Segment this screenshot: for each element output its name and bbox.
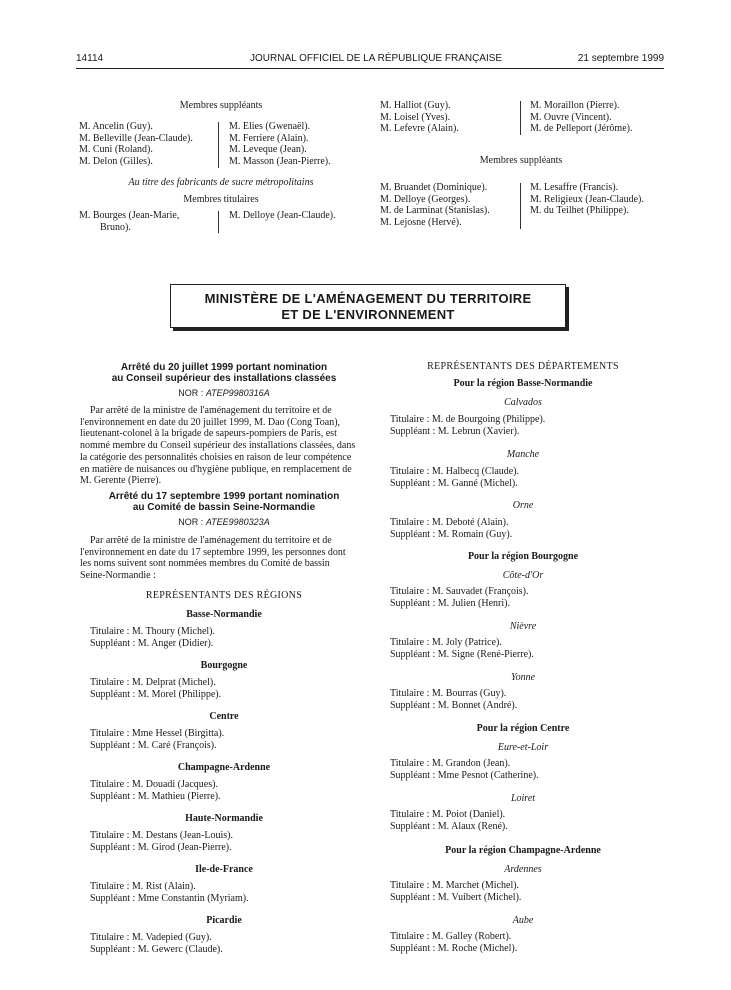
column-divider [520, 183, 521, 229]
arrete-2-nor [80, 517, 368, 527]
departement-name: Eure-et-Loir [497, 742, 549, 753]
member-name: M. Moraillon (Pierre). [530, 100, 620, 111]
paragraph-line: les noms suivent sont nommées membres du Comité de bassin [80, 558, 330, 570]
column-divider [218, 211, 219, 233]
paragraph-line: l'environnement en date du 17 septembre 1999, les personnes dont [80, 546, 346, 558]
member-name: M. Ancelin (Guy). [79, 121, 153, 132]
arrete-title-line: Arrêté du 20 juillet 1999 portant nomination [120, 362, 328, 373]
region-name: Bourgogne [200, 660, 248, 671]
titulaire-entry: Titulaire : M. Deboté (Alain). [390, 517, 509, 528]
suppleant-entry: Suppléant : M. Vuibert (Michel). [390, 892, 522, 903]
titulaire-entry: Titulaire : M. Poiot (Daniel). [390, 809, 506, 820]
member-name: M. Delloye (Georges). [380, 193, 471, 205]
departement-name: Aube [512, 915, 534, 926]
journal-title: JOURNAL OFFICIEL DE LA RÉPUBLIQUE FRANÇAISE [250, 53, 503, 64]
suppleants-right-col-2 [530, 182, 644, 217]
region-group-heading: Pour la région Centre [476, 723, 570, 734]
region-name: Picardie [206, 915, 242, 926]
member-name: M. du Teilhet (Philippe). [530, 205, 629, 217]
suppleants-heading-right: Membres suppléants [479, 155, 563, 166]
arrete-title-line: Arrêté du 17 septembre 1999 portant nomination [108, 491, 340, 502]
member-name: M. Delloye (Jean-Claude). [229, 210, 336, 221]
member-name: M. Lejosne (Hervé). [380, 216, 462, 228]
titulaires-left-col-1 [79, 210, 179, 233]
member-name: M. Lefevre (Alain). [380, 123, 459, 135]
departement-name: Ardennes [504, 864, 542, 875]
suppleant-entry: Suppléant : M. Julien (Henri). [390, 598, 510, 609]
titulaire-entry: Titulaire : M. Thoury (Michel). [90, 626, 215, 637]
nor-code: ATEE9980323A [205, 517, 270, 527]
departement-name: Calvados [504, 397, 542, 408]
titulaire-entry: Titulaire : M. Delprat (Michel). [90, 677, 216, 688]
paragraph-line: Seine-Normandie : [80, 570, 156, 582]
paragraph-line: Par arrêté de la ministre de l'aménagement du territoire et de [90, 535, 332, 546]
regions-heading: REPRÉSENTANTS DES RÉGIONS [145, 590, 303, 601]
suppleant-entry: Suppléant : M. Morel (Philippe). [90, 689, 222, 700]
suppleant-entry: Suppléant : M. Caré (François). [90, 740, 217, 751]
departement-name: Orne [512, 500, 534, 511]
paragraph-line: la catégorie des personnalités choisies en raison de leur compétence [80, 451, 352, 463]
arrete-2-body [80, 535, 366, 582]
page-date: 21 septembre 1999 [577, 53, 664, 64]
region-name: Centre [209, 711, 239, 722]
member-name: M. Bourges (Jean-Marie, [79, 210, 180, 221]
titulaires-heading-left: Membres titulaires [183, 194, 259, 205]
departements-heading: REPRÉSENTANTS DES DÉPARTEMENTS [427, 361, 619, 372]
departement-name: Manche [506, 449, 540, 460]
titulaires-left-col-2 [229, 210, 336, 222]
member-name: M. Halliot (Guy). [380, 100, 451, 111]
ministry-line-1: MINISTÈRE DE L'AMÉNAGEMENT DU TERRITOIRE [204, 291, 532, 306]
member-name: M. Ferriere (Alain). [229, 132, 309, 144]
titulaire-entry: Titulaire : M. Bourras (Guy). [390, 688, 507, 699]
arrete-1-title [80, 362, 368, 384]
suppleants-left-col-2 [229, 121, 331, 167]
suppleant-entry: Suppléant : M. Gewerc (Claude). [90, 944, 223, 955]
titulaire-entry: Titulaire : M. Destans (Jean-Louis). [90, 830, 233, 841]
member-name: M. Bruandet (Dominique). [380, 182, 488, 193]
region-name: Haute-Normandie [185, 813, 263, 824]
titulaire-entry: Titulaire : M. Rist (Alain). [90, 881, 196, 892]
arrete-title-line: au Conseil supérieur des installations classées [111, 373, 337, 384]
member-name: M. Religieux (Jean-Claude). [530, 193, 644, 205]
page-number: 14114 [76, 53, 104, 64]
region-group-heading: Pour la région Champagne-Ardenne [445, 845, 601, 856]
member-name: M. Masson (Jean-Pierre). [229, 155, 331, 167]
titulaires-right-col-1 [380, 100, 459, 135]
member-name: M. de Larminat (Stanislas). [380, 205, 490, 217]
nor-label: NOR : [178, 517, 204, 527]
titulaire-entry: Titulaire : M. Halbecq (Claude). [390, 466, 520, 477]
region-group-heading: Pour la région Basse-Normandie [453, 378, 593, 389]
header-rule [76, 68, 664, 69]
departement-name: Loiret [510, 793, 536, 804]
region-name: Ile-de-France [195, 864, 253, 875]
titulaire-entry: Titulaire : M. Grandon (Jean). [390, 758, 511, 769]
arrete-1-nor [80, 388, 368, 398]
arrete-1-body [80, 405, 366, 487]
suppleants-left-col-1 [79, 121, 193, 167]
suppleant-entry: Suppléant : M. Roche (Michel). [390, 943, 518, 954]
nor-code: ATEP9980316A [205, 388, 270, 398]
paragraph-line: M. Gerente (Pierre). [80, 475, 162, 487]
member-name: M. de Pelleport (Jérôme). [530, 123, 633, 135]
paragraph-line: en matière de nuisances ou d'hygiène publique, en remplacement de [80, 463, 352, 475]
titulaire-entry: Titulaire : M. Joly (Patrice). [390, 637, 502, 648]
member-name: M. Elies (Gwenaël). [229, 121, 311, 132]
titulaire-entry: Titulaire : M. Marchet (Michel). [390, 880, 520, 891]
region-group-heading: Pour la région Bourgogne [467, 551, 579, 562]
titulaire-entry: Titulaire : M. Vadepied (Guy). [90, 932, 212, 943]
region-name: Basse-Normandie [186, 609, 262, 620]
suppleant-entry: Suppléant : M. Ganné (Michel). [390, 478, 518, 489]
titulaire-entry: Titulaire : M. de Bourgoing (Philippe). [390, 414, 546, 425]
region-name: Champagne-Ardenne [177, 762, 271, 773]
paragraph-line: nommé membre du Conseil supérieur des installations classées, dans [80, 440, 356, 452]
titulaire-entry: Titulaire : M. Galley (Robert). [390, 931, 512, 942]
ministry-line-2: ET DE L'ENVIRONNEMENT [281, 307, 455, 322]
suppleant-entry: Suppléant : M. Alaux (René). [390, 821, 508, 832]
paragraph-line: lieutenant-colonel à la brigade de sapeurs-pompiers de Paris, est [80, 428, 337, 440]
member-name: M. Ouvre (Vincent). [530, 111, 612, 123]
titulaire-entry: Titulaire : Mme Hessel (Birgitta). [90, 728, 225, 739]
member-name: M. Cuni (Roland). [79, 144, 153, 156]
suppleants-heading-left: Membres suppléants [179, 100, 263, 111]
ministry-banner [170, 284, 566, 328]
arrete-title-line: au Comité de bassin Seine-Normandie [132, 502, 316, 513]
column-divider [520, 101, 521, 135]
suppleant-entry: Suppléant : M. Lebrun (Xavier). [390, 426, 520, 437]
suppleant-entry: Suppléant : Mme Constantin (Myriam). [90, 893, 249, 904]
member-name: M. Lesaffre (Francis). [530, 182, 619, 193]
titulaires-right-col-2 [530, 100, 632, 135]
member-name-continued: Bruno). [100, 221, 131, 233]
suppleant-entry: Suppléant : M. Mathieu (Pierre). [90, 791, 221, 802]
nor-label: NOR : [178, 388, 204, 398]
suppleant-entry: Suppléant : M. Signe (René-Pierre). [390, 649, 534, 660]
departement-name: Nièvre [509, 621, 537, 632]
arrete-2-title [80, 491, 368, 513]
suppleants-right-col-1 [380, 182, 490, 228]
paragraph-line: l'environnement en date du 20 juillet 1999, M. Dao (Cong Toan), [80, 416, 341, 428]
member-name: M. Delon (Gilles). [79, 155, 153, 167]
fabricants-heading: Au titre des fabricants de sucre métropolitains [128, 177, 314, 188]
suppleant-entry: Suppléant : M. Anger (Didier). [90, 638, 214, 649]
member-name: M. Loisel (Yves). [380, 111, 451, 123]
suppleant-entry: Suppléant : M. Romain (Guy). [390, 529, 513, 540]
departement-name: Côte-d'Or [502, 570, 544, 581]
titulaire-entry: Titulaire : M. Sauvadet (François). [390, 586, 529, 597]
member-name: M. Belleville (Jean-Claude). [79, 132, 193, 144]
column-divider [218, 122, 219, 168]
departement-name: Yonne [510, 672, 536, 683]
titulaire-entry: Titulaire : M. Douadi (Jacques). [90, 779, 218, 790]
suppleant-entry: Suppléant : Mme Pesnot (Catherine). [390, 770, 539, 781]
suppleant-entry: Suppléant : M. Bonnet (André). [390, 700, 518, 711]
suppleant-entry: Suppléant : M. Girod (Jean-Pierre). [90, 842, 232, 853]
member-name: M. Leveque (Jean). [229, 144, 307, 156]
paragraph-line: Par arrêté de la ministre de l'aménagement du territoire et de [90, 405, 332, 416]
